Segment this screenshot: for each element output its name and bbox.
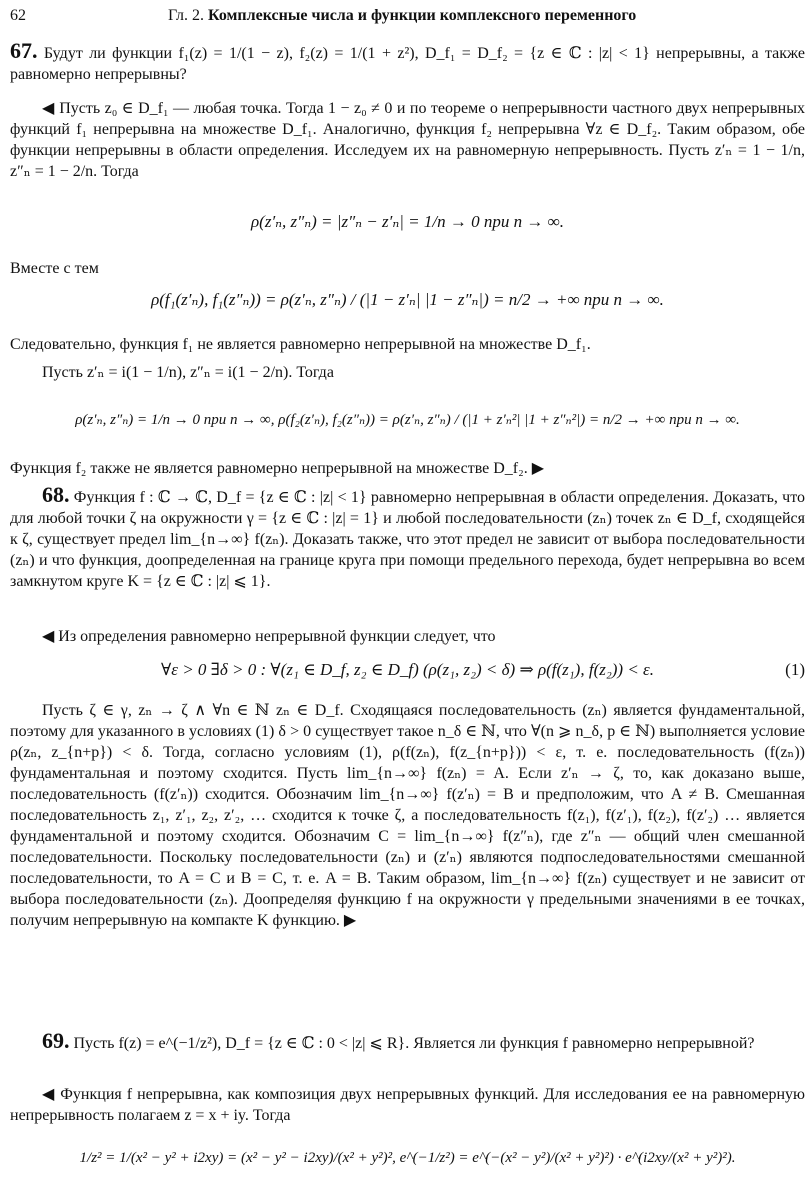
- chapter-title: Комплексные числа и функции комплексного переменного: [208, 7, 637, 24]
- problem-69-equation-1: 1/z² = 1/(x² − y² + i2xy) = (x² − y² − i2xy)/(x² + y²)², e^(−1/z²) = e^(−(x² − y²)/(x² + y²)²) · e^(i2xy/(x² + y²)²).: [79, 1150, 736, 1166]
- running-header: [10, 4, 805, 28]
- problem-68-number: 68.: [42, 482, 70, 507]
- problem-69-statement: [10, 1030, 805, 1076]
- problem-67-transition: Вместе с тем: [10, 260, 99, 277]
- chapter-prefix: Гл. 2.: [168, 7, 205, 24]
- problem-67-conclusion-f2: Функция f₂ также не является равномерно непрерывной на множестве D_f₂. ▶: [10, 460, 545, 477]
- problem-68-statement: [10, 484, 805, 622]
- problem-67-number: 67.: [10, 38, 38, 63]
- problem-67-equation-3: ρ(z′ₙ, z″ₙ) = 1/n → 0 при n → ∞, ρ(f₂(z′ₙ), f₂(z″ₙ)) = ρ(z′ₙ, z″ₙ) / (|1 + z′ₙ²| |1 + z″ₙ²|) = n/2 → +∞ при n → ∞.: [75, 412, 740, 428]
- problem-68-solution-intro: ◀ Из определения равномерно непрерывной функции следует, что: [42, 628, 496, 645]
- equation-number: (1): [785, 660, 805, 679]
- problem-68-solution-body: Пусть ζ ∈ γ, zₙ → ζ ∧ ∀n ∈ ℕ zₙ ∈ D_f. Сходящаяся последовательность (zₙ) является фундаментальной, поэтому для указанного в условиях (1) δ > 0 существует такое n_δ ∈ ℕ, что ∀(n ⩾ n_δ, p ∈ ℕ) выполняется условие ρ(zₙ, z_{n+p}) < δ. Тогда, согласно условиям (1), ρ(f(zₙ), f(z_{n+p})) < ε, т. е. последовательность (f(zₙ)) фундаментальная и поэтому сходится. Пусть lim_{n→∞} f(zₙ) = A. Если z′ₙ → ζ, то, как доказано выше, последовательность (f(z′ₙ)) сходится. Обозначим lim_{n→∞} f(z′ₙ) = B и предположим, что A ≠ B. Смешанная последовательность z₁, z′₁, z₂, z′₂, … сходится к точке ζ, а последовательность f(z₁), f(z′₁), f(z₂), f(z′₂) … является фундаментальной и поэтому сходится. Обозначим C = lim_{n→∞} f(z″ₙ), где z″ₙ — общий член смешанной последовательности. Поскольку последовательности (zₙ) и (z′ₙ) являются подпоследовательностями смешанной последовательности, то A = C и B = C, т. е. A = B. Таким образом, lim_{n→∞} f(zₙ) существует и не зависит от выбора последовательности (zₙ). Доопределяя функцию f на окружности γ предельными значениями в ее точках, получим непрерывную на компакте K функцию. ▶: [10, 702, 805, 929]
- chapter-heading: [168, 4, 636, 28]
- problem-68-text: Функция f : ℂ → ℂ, D_f = {z ∈ ℂ : |z| < 1} равномерно непрерывная в области определения. Доказать, что для любой точки ζ на окружности γ = {z ∈ ℂ : |z| = 1} и любой последовательности (zₙ) точек zₙ ∈ D_f, сходящейся к ζ, существует предел lim_{n→∞} f(zₙ). Доказать также, что этот предел не зависит от выбора последовательности (zₙ) и что функция, доопределенная на границе круга при помощи предельного перехода, будет непрерывна во всем замкнутом круге K = {z ∈ ℂ : |z| ⩽ 1}.: [10, 489, 805, 590]
- problem-67-equation-2: ρ(f₁(z′ₙ), f₁(z″ₙ)) = ρ(z′ₙ, z″ₙ) / (|1 − z′ₙ| |1 − z″ₙ|) = n/2 → +∞ при n → ∞.: [151, 290, 664, 309]
- problem-67-second-sequence: Пусть z′ₙ = i(1 − 1/n), z″ₙ = i(1 − 2/n). Тогда: [42, 364, 334, 381]
- problem-69-solution-intro: ◀ Функция f непрерывна, как композиция двух непрерывных функций. Для исследования ее на равномерную непрерывность полагаем z = x + iy. Тогда: [10, 1086, 805, 1124]
- problem-68-equation-1: [10, 660, 805, 680]
- problem-68-equation-1-body: ∀ε > 0 ∃δ > 0 : ∀(z₁ ∈ D_f, z₂ ∈ D_f) (ρ(z₁, z₂) < δ) ⇒ ρ(f(z₁), f(z₂)) < ε.: [160, 660, 654, 679]
- problem-69-number: 69.: [42, 1028, 70, 1053]
- page-number: 62: [10, 7, 26, 24]
- problem-67-statement: [10, 40, 805, 86]
- problem-67-solution-intro: ◀ Пусть z₀ ∈ D_f₁ — любая точка. Тогда 1 − z₀ ≠ 0 и по теореме о непрерывности частного двух непрерывных функций f₁ непрерывна на множестве D_f₁. Аналогично, функция f₂ непрерывна ∀z ∈ D_f₂. Таким образом, обе функции непрерывны в области определения. Исследуем их на равномерную непрерывность. Пусть z′ₙ = 1 − 1/n, z″ₙ = 1 − 2/n. Тогда: [10, 100, 805, 180]
- problem-67-text: Будут ли функции f₁(z) = 1/(1 − z), f₂(z) = 1/(1 + z²), D_f₁ = D_f₂ = {z ∈ ℂ : |z| < 1} непрерывны, а также равномерно непрерывны?: [10, 45, 805, 83]
- problem-69-text: Пусть f(z) = e^(−1/z²), D_f = {z ∈ ℂ : 0 < |z| ⩽ R}. Является ли функция f равномерно непрерывной?: [73, 1035, 755, 1052]
- problem-67-equation-1: ρ(z′ₙ, z″ₙ) = |z″ₙ − z′ₙ| = 1/n → 0 при n → ∞.: [251, 212, 564, 231]
- problem-67-conclusion-f1: Следовательно, функция f₁ не является равномерно непрерывной на множестве D_f₁.: [10, 336, 591, 353]
